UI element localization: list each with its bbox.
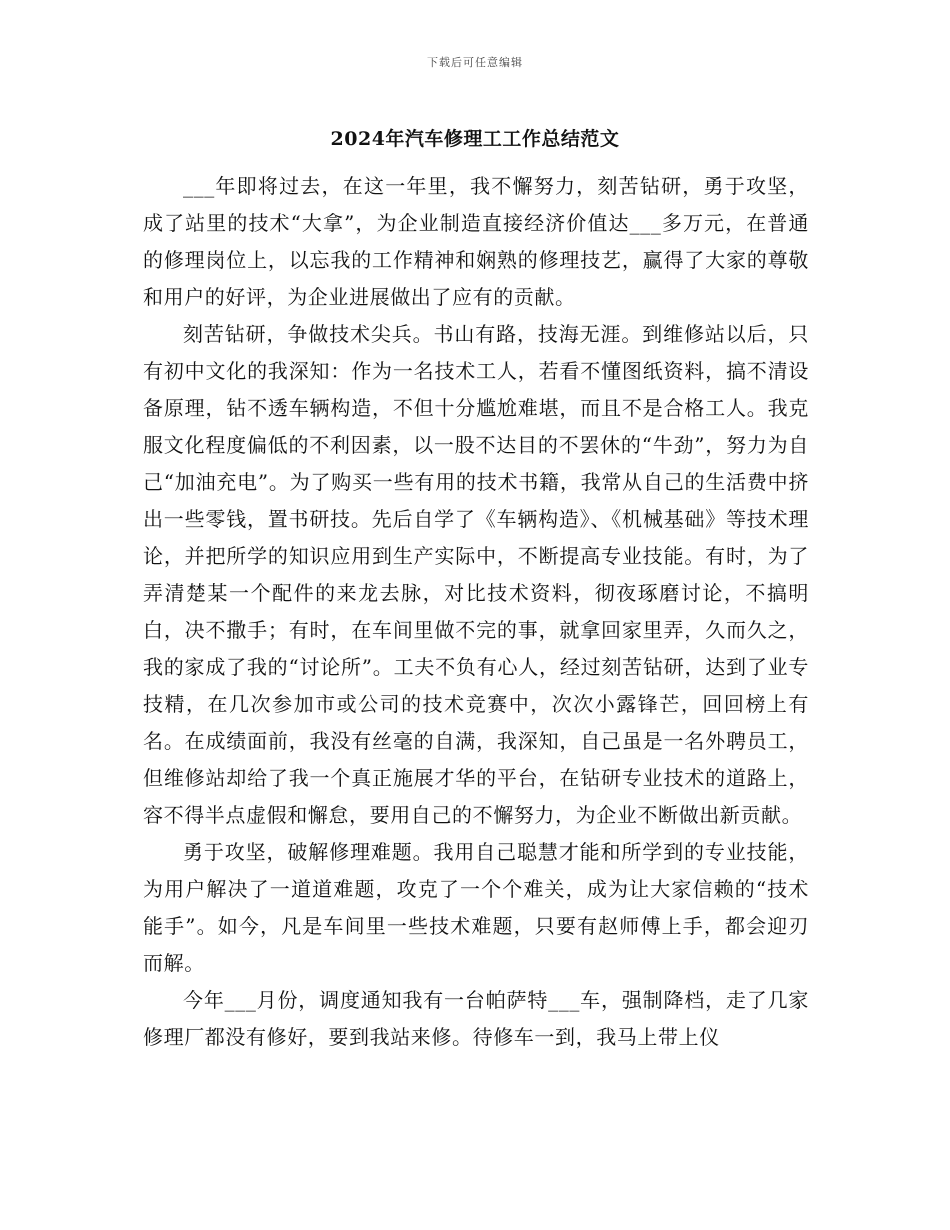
- paragraph-study: 刻苦钻研，争做技术尖兵。书山有路，技海无涯。到维修站以后，只有初中文化的我深知：作为一名技术工人，若看不懂图纸资料，搞不清设备原理，钻不透车辆构造，不但十分尴尬难堪，而且不是合格工人。我克服文化程度偏低的不利因素，以一股不达目的不罢休的“牛劲”，努力为自己“加油充电”。为了购买一些有用的技术书籍，我常从自己的生活费中挤出一些零钱，置书研技。先后自学了《车辆构造》、《机械基础》等技术理论，并把所学的知识应用到生产实际中，不断提高专业技能。有时，为了弄清楚某一个配件的来龙去脉，对比技术资料，彻夜琢磨讨论，不搞明白，决不撒手；有时，在车间里做不完的事，就拿回家里弄，久而久之，我的家成了我的“讨论所”。工夫不负有心人，经过刻苦钻研，达到了业专技精，在几次参加市或公司的技术竞赛中，次次小露锋芒，回回榜上有名。在成绩面前，我没有丝毫的自满，我深知，自己虽是一名外聘员工，但维修站却给了我一个真正施展才华的平台，在钻研专业技术的道路上，容不得半点虚假和懈怠，要用自己的不懈努力，为企业不断做出新贡献。: [143, 322, 809, 827]
- paragraph-challenge: 勇于攻坚，破解修理难题。我用自己聪慧才能和所学到的专业技能，为用户解决了一道道难题，攻克了一个个难关，成为让大家信赖的“技术能手”。如今，凡是车间里一些技术难题，只要有赵师傅上手，都会迎刃而解。: [143, 840, 809, 975]
- document-body: [143, 168, 809, 1056]
- paragraph-case: 今年___月份，调度通知我有一台帕萨特___车，强制降档，走了几家修理厂都没有修好，要到我站来修。待修车一到，我马上带上仪: [143, 988, 809, 1049]
- paragraph-intro: ___年即将过去，在这一年里，我不懈努力，刻苦钻研，勇于攻坚，成了站里的技术“大拿”，为企业制造直接经济价值达___多万元，在普通的修理岗位上，以忘我的工作精神和娴熟的修理技艺，赢得了大家的尊敬和用户的好评，为企业进展做出了应有的贡献。: [143, 174, 809, 309]
- document-title: 2024年汽车修理工工作总结范文: [330, 128, 620, 150]
- header-note: 下载后可任意编辑: [427, 56, 523, 69]
